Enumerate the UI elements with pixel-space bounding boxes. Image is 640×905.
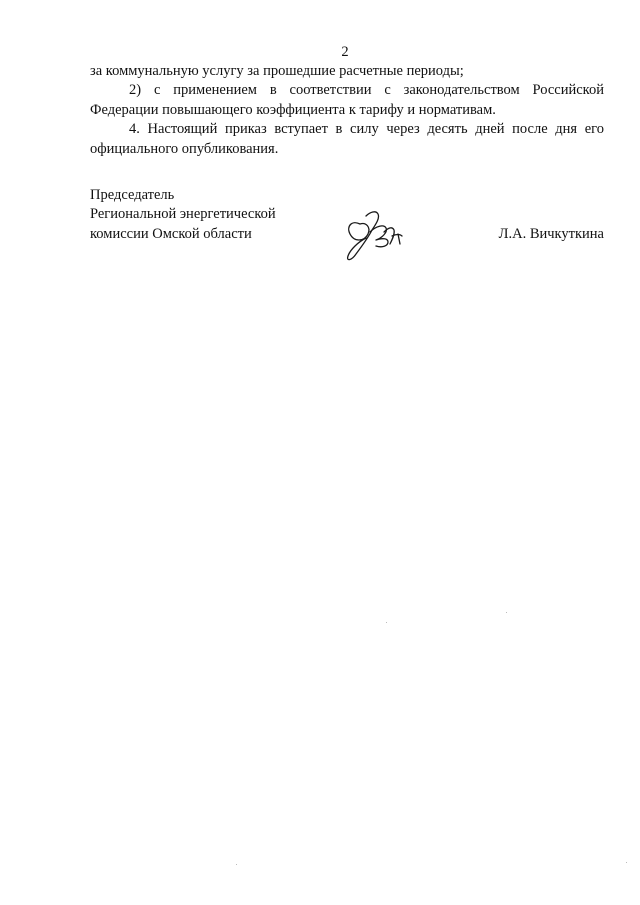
page-number: 2: [341, 44, 349, 60]
scan-speck: [386, 622, 387, 623]
paragraph-item-2: 2) с применением в соответствии с законодательством Российской Федерации повышающего коэффициента к тарифу и нормативам.: [90, 82, 604, 118]
signatory-title-line: комиссии Омской области: [90, 225, 252, 242]
scan-speck: [236, 864, 237, 865]
document-body: [90, 62, 604, 159]
signatory-title: [90, 186, 276, 244]
paragraph-continuation: за коммунальную услугу за прошедшие расчетные периоды;: [90, 63, 464, 79]
signatory-name: Л.А. Вичкуткина: [498, 225, 604, 242]
signatory-title-line: Председатель: [90, 187, 175, 203]
handwritten-signature-icon: [340, 202, 412, 264]
paragraph-clause-4: 4. Настоящий приказ вступает в силу через десять дней после дня его официального опубликования.: [90, 121, 604, 157]
signatory-title-line: Региональной энергетической: [90, 206, 276, 223]
scan-speck: [506, 612, 507, 613]
signature-block: [90, 186, 604, 276]
scan-speck: [626, 862, 627, 863]
